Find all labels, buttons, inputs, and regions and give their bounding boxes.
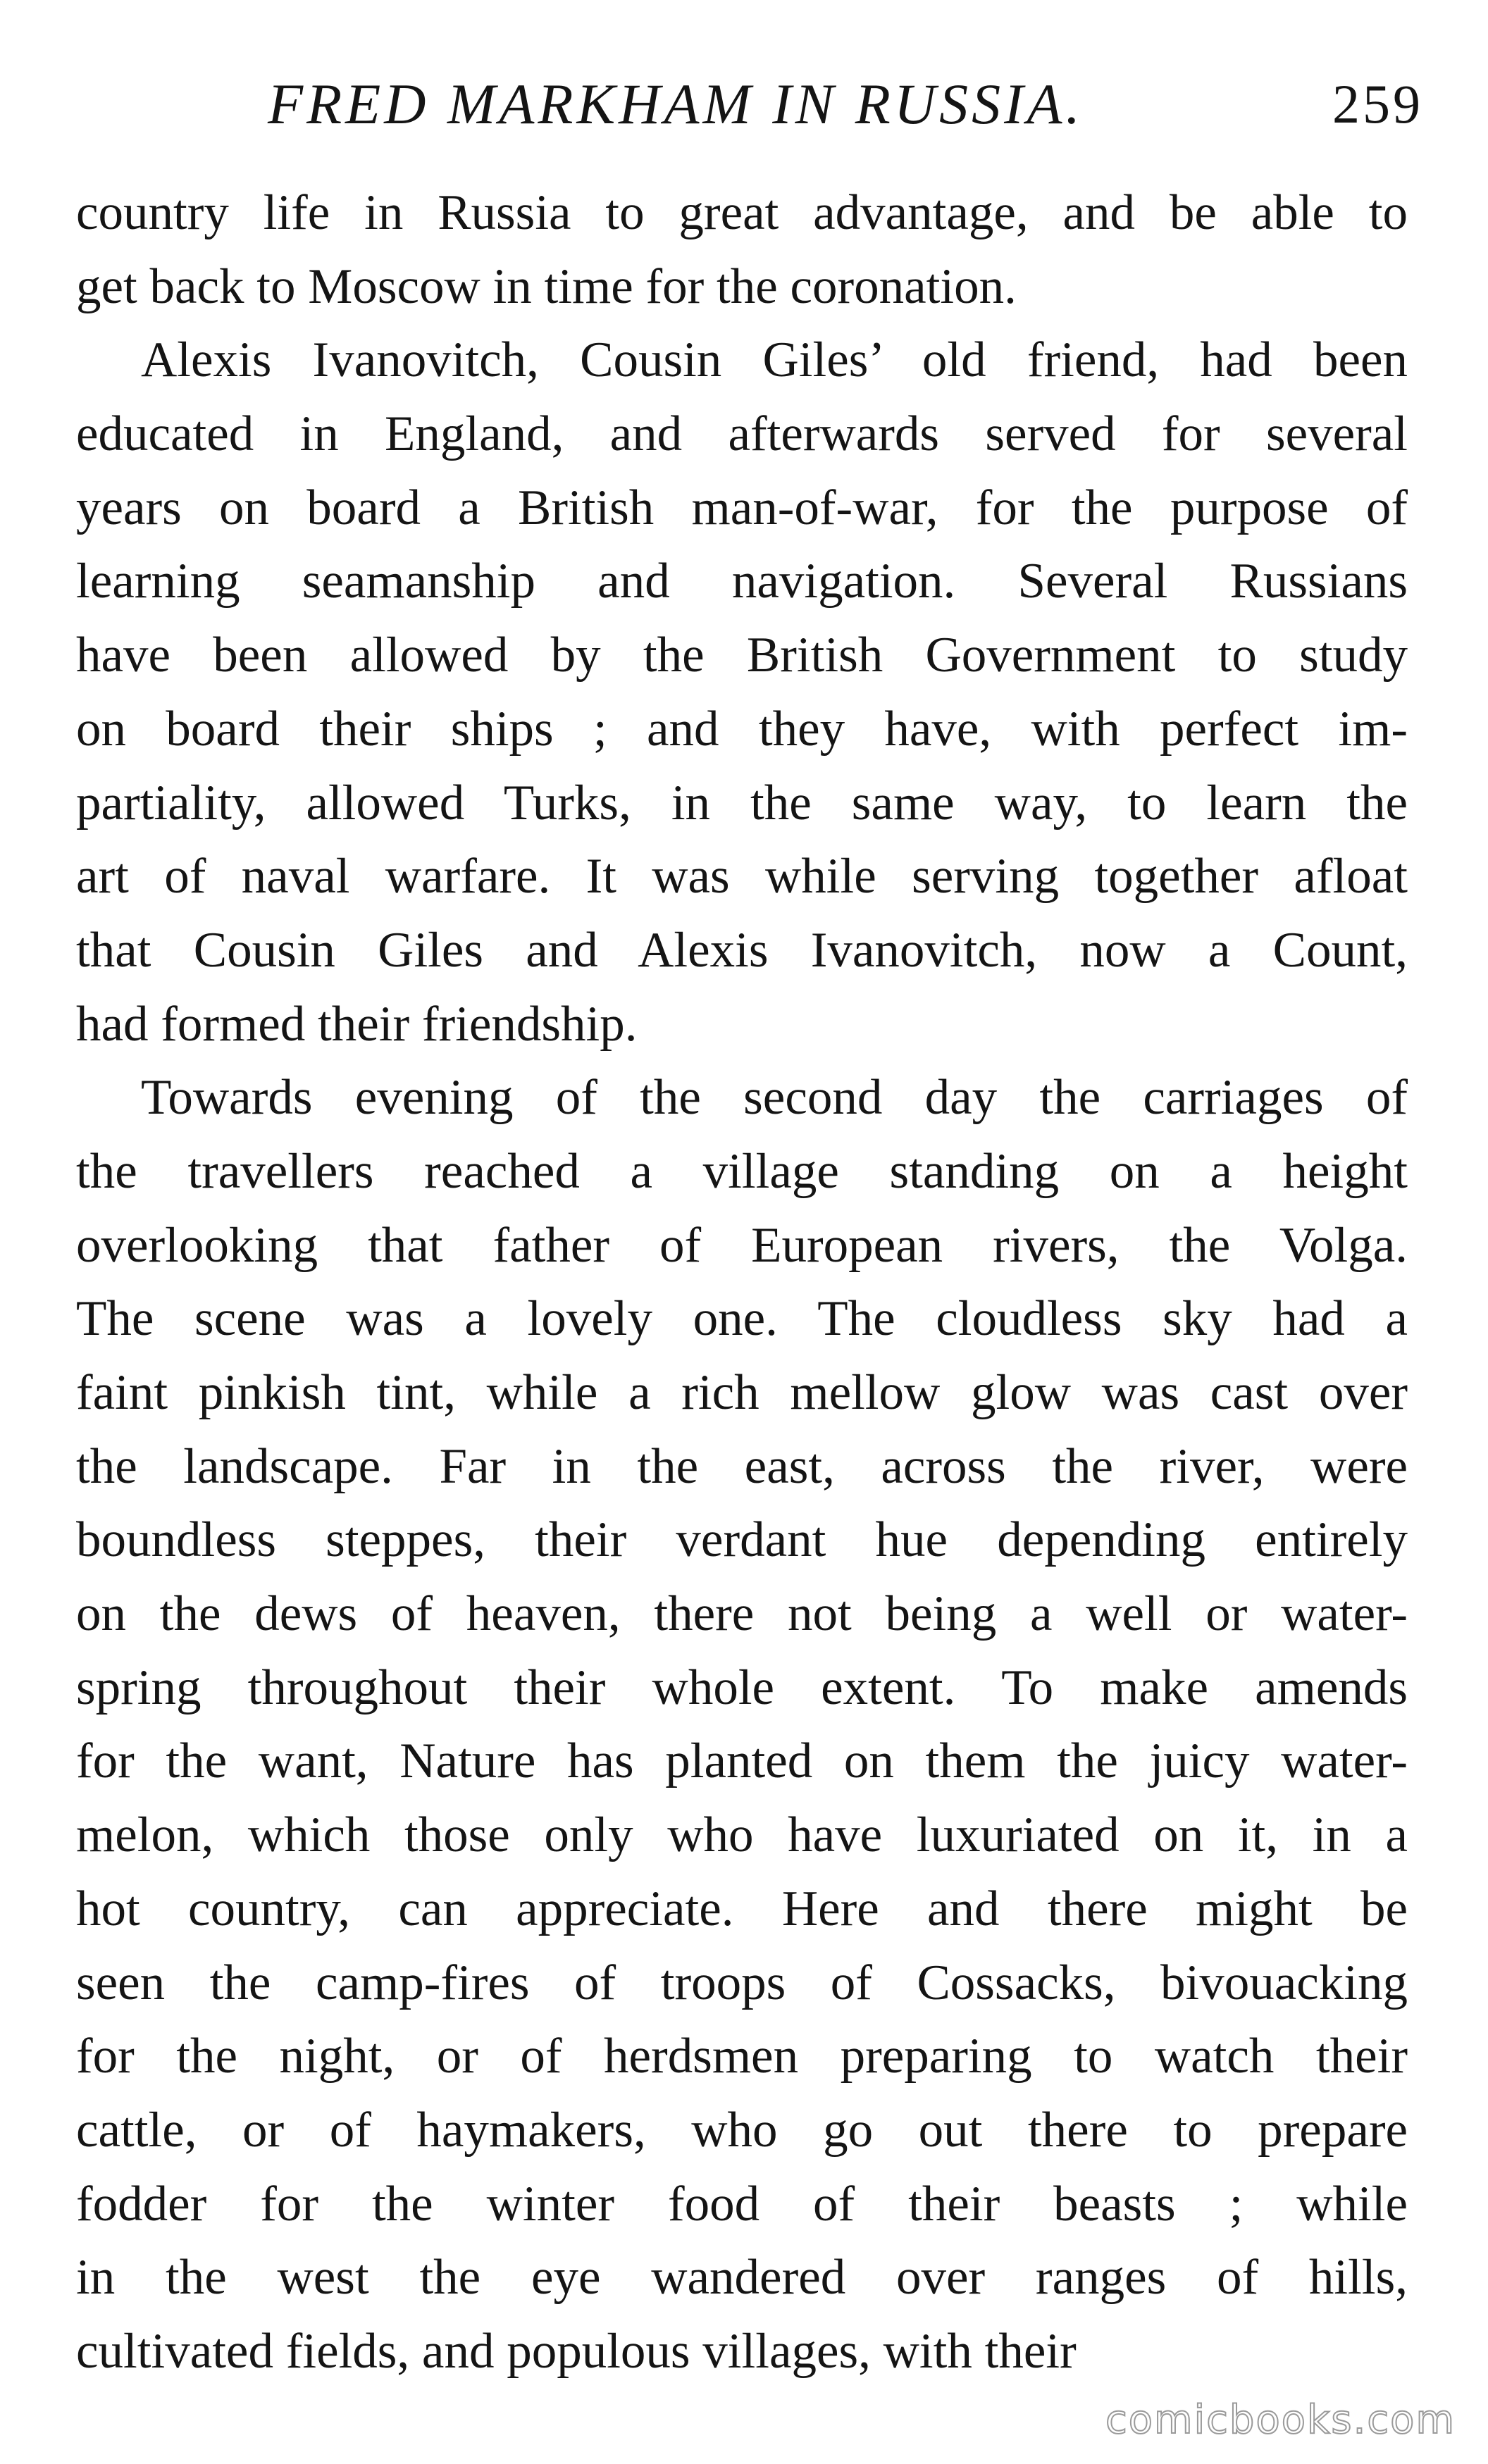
text-line: partiality, allowed Turks, in the same way, to learn the: [76, 775, 1408, 830]
text-line: on board their ships ; and they have, with perfect im-: [76, 701, 1408, 757]
text-line: the travellers reached a village standing on a height: [76, 1143, 1408, 1199]
text-line: on the dews of heaven, there not being a well or water-: [76, 1586, 1408, 1642]
watermark-logo: comicbooks.com: [1105, 2397, 1456, 2443]
text-line: had formed their friendship.: [76, 996, 638, 1052]
text-line: fodder for the winter food of their beasts ; while: [76, 2176, 1408, 2232]
text-line: get back to Moscow in time for the coronation.: [76, 259, 1017, 314]
text-line: cattle, or of haymakers, who go out there to prepare: [76, 2102, 1408, 2158]
text-line: overlooking that father of European rivers, the Volga.: [76, 1217, 1408, 1273]
text-line: art of naval warfare. It was while serving together afloat: [76, 849, 1408, 904]
text-line: country life in Russia to great advantage, and be able to: [76, 185, 1408, 240]
text-line: years on board a British man-of-war, for the purpose of: [76, 480, 1408, 535]
body-text: [76, 176, 1408, 2389]
running-title: FRED MARKHAM IN RUSSIA.: [268, 72, 1084, 136]
text-line: for the want, Nature has planted on them the juicy water-: [76, 1734, 1408, 1789]
text-line: Towards evening of the second day the carriages of: [141, 1070, 1408, 1126]
text-line: spring throughout their whole extent. To make amends: [76, 1660, 1408, 1715]
paragraph: [76, 176, 1408, 323]
text-line: educated in England, and afterwards served for several: [76, 406, 1408, 462]
paragraph: [76, 1061, 1408, 2388]
text-line: in the west the eye wandered over ranges of hills,: [76, 2250, 1408, 2306]
text-line: boundless steppes, their verdant hue depending entirely: [76, 1512, 1408, 1568]
text-line: hot country, can appreciate. Here and there might be: [76, 1881, 1408, 1936]
text-line: have been allowed by the British Government to study: [76, 628, 1408, 683]
text-line: learning seamanship and navigation. Several Russians: [76, 554, 1408, 609]
page-number: 259: [1332, 73, 1423, 135]
text-line: Alexis Ivanovitch, Cousin Giles’ old friend, had been: [141, 332, 1408, 388]
text-line: faint pinkish tint, while a rich mellow glow was cast over: [76, 1365, 1408, 1420]
text-line: for the night, or of herdsmen preparing to watch their: [76, 2029, 1408, 2084]
text-line: that Cousin Giles and Alexis Ivanovitch, now a Count,: [76, 922, 1408, 978]
text-line: the landscape. Far in the east, across the river, were: [76, 1438, 1408, 1494]
text-line: cultivated fields, and populous villages, with their: [76, 2323, 1077, 2379]
text-line: The scene was a lovely one. The cloudless sky had a: [76, 1291, 1408, 1347]
paragraph: [76, 323, 1408, 1061]
text-line: melon, which those only who have luxuriated on it, in a: [76, 1807, 1408, 1863]
text-line: seen the camp-fires of troops of Cossacks, bivouacking: [76, 1955, 1408, 2010]
running-head: [268, 62, 1423, 147]
